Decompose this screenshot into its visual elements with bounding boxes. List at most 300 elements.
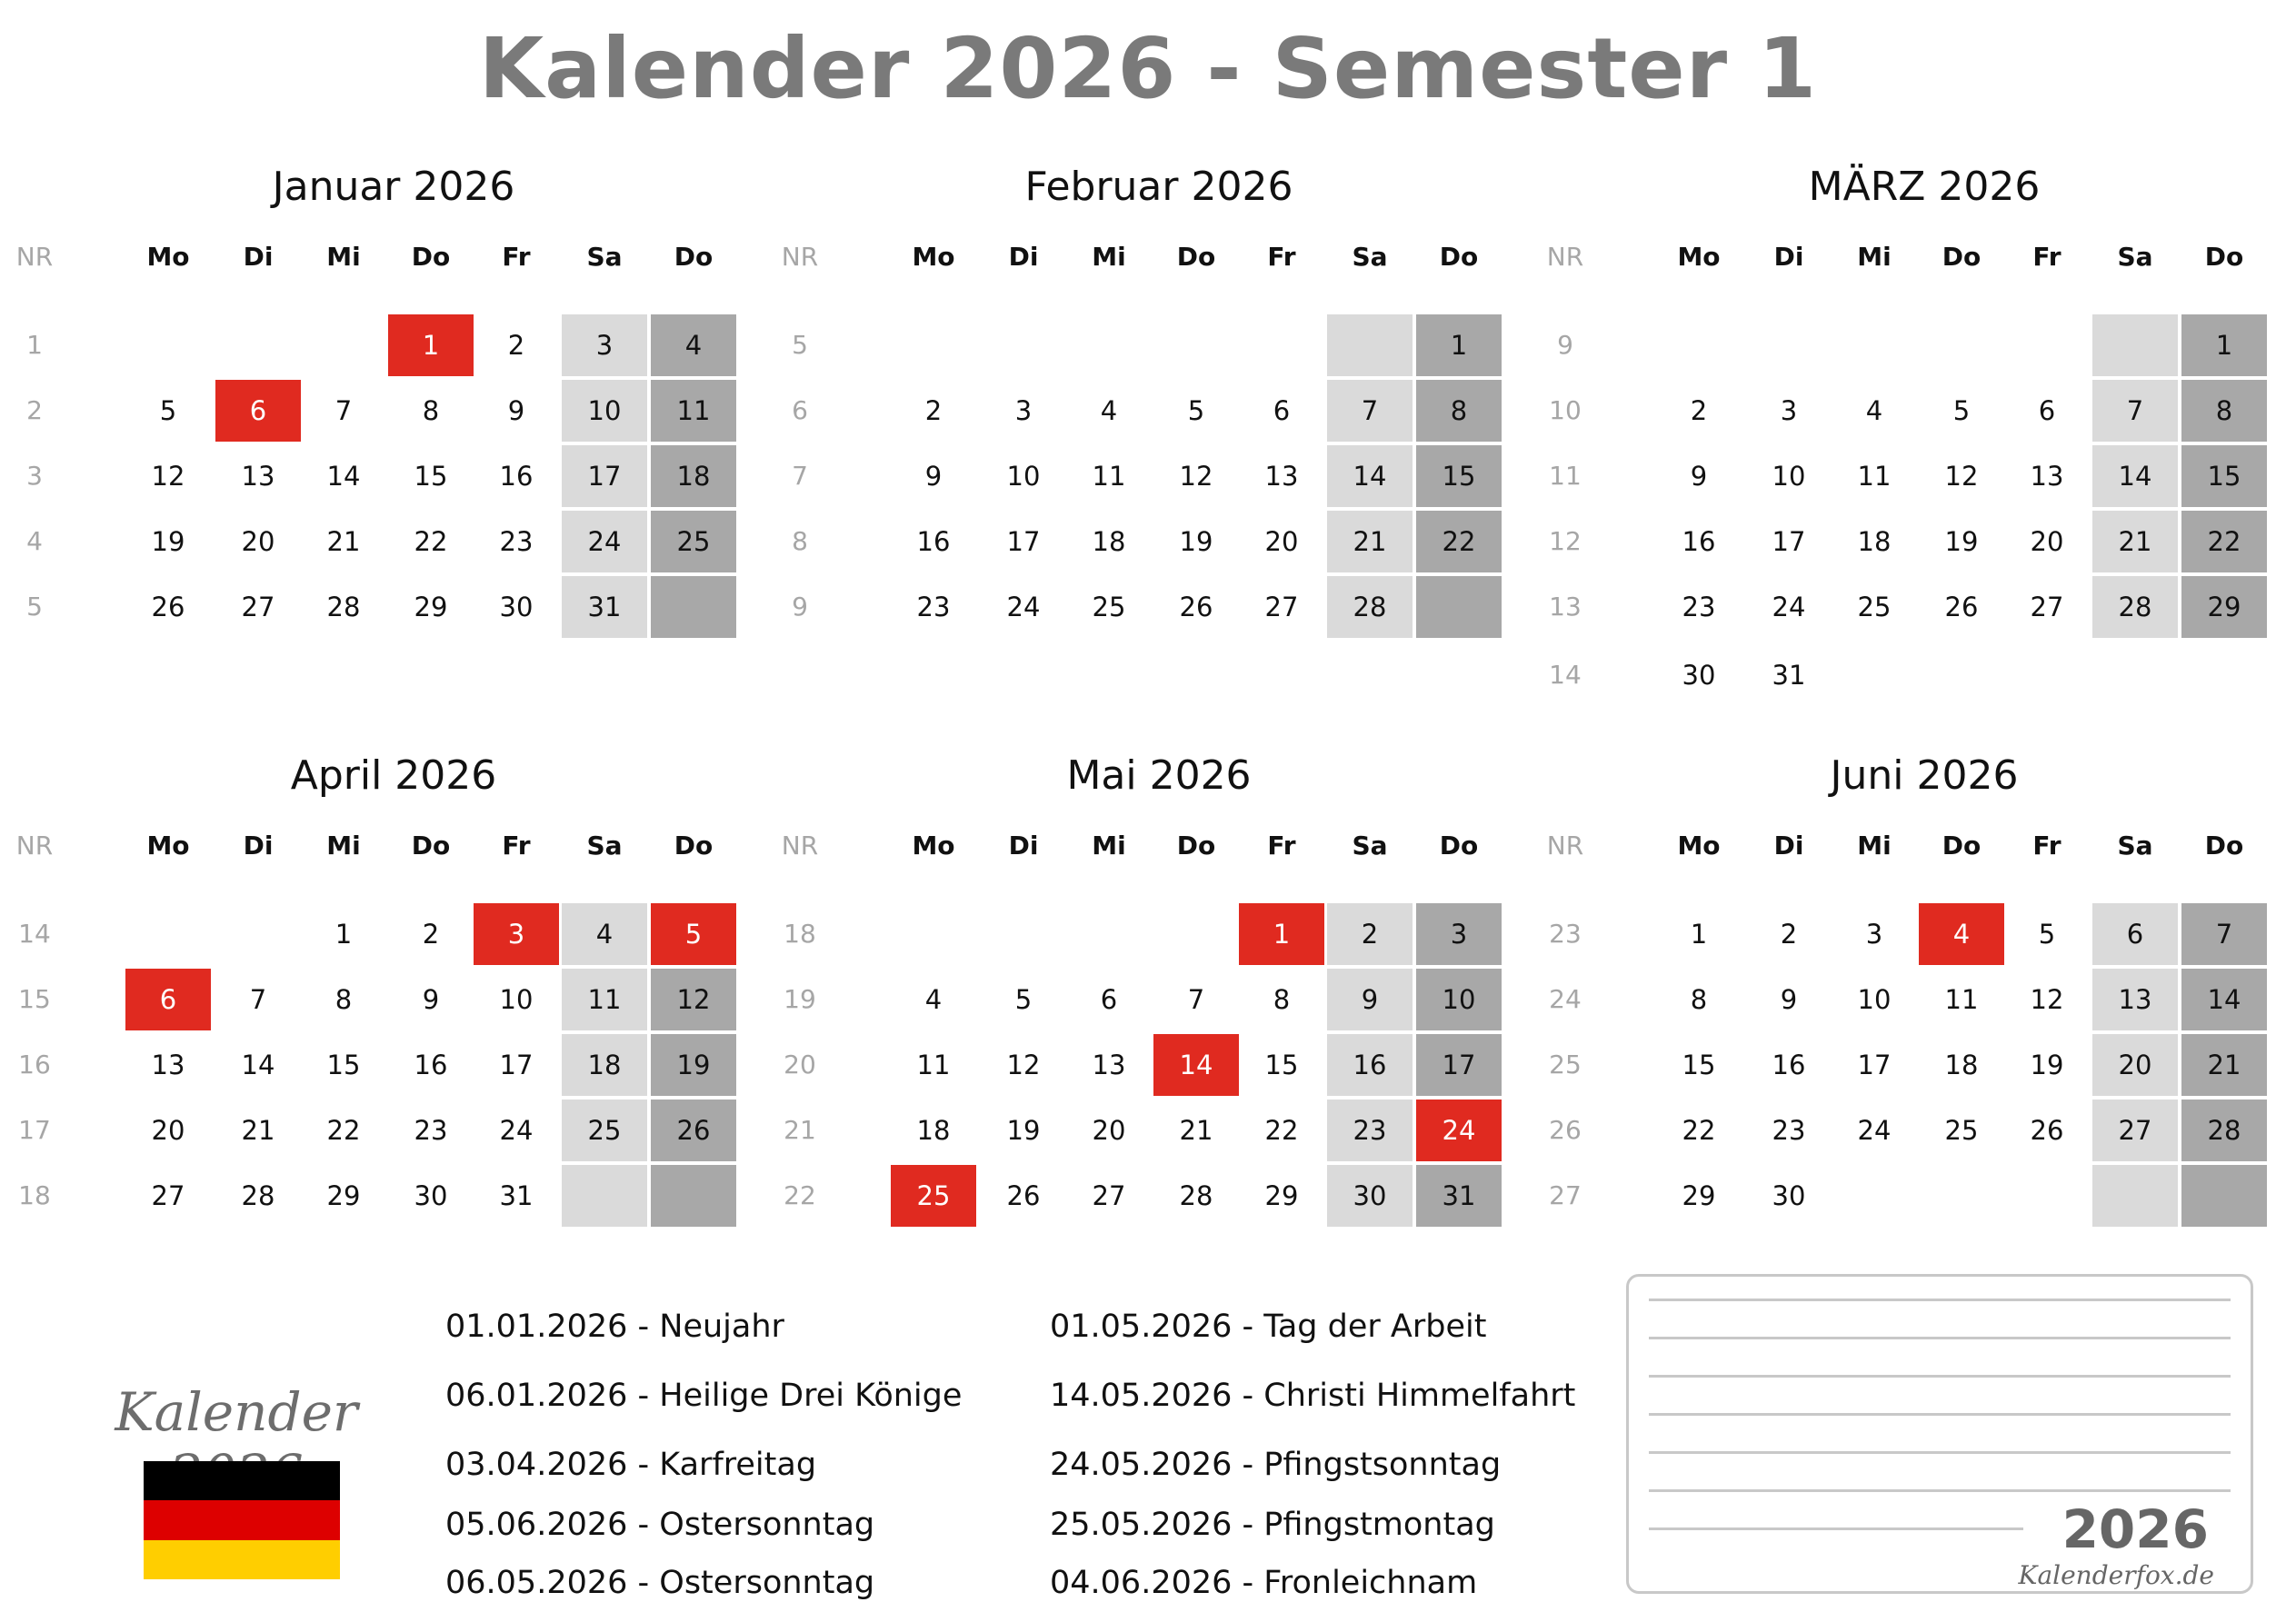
day-cell: 15: [2181, 445, 2267, 507]
day-cell: 26: [1944, 592, 1979, 622]
week-number: 4: [26, 526, 43, 556]
holiday-day-cell: 25: [891, 1165, 976, 1227]
month-title: Mai 2026: [1066, 752, 1252, 799]
day-cell: 12: [1006, 1050, 1041, 1080]
weekday-header: Do: [1176, 242, 1216, 272]
weekday-header: Mo: [1677, 831, 1721, 861]
day-cell: 31: [499, 1180, 534, 1211]
day-cell: 2: [1327, 903, 1413, 965]
flag-stripe-red: [144, 1500, 340, 1539]
week-number-header: NR: [1546, 242, 1584, 272]
page-title: Kalender 2026 - Semester 1: [478, 20, 1818, 117]
day-cell: 18: [1092, 526, 1126, 557]
day-cell: 22: [414, 526, 448, 557]
day-cell: 10: [499, 984, 534, 1015]
month-title: April 2026: [290, 752, 497, 799]
week-number: 23: [1549, 919, 1582, 949]
weekday-header: Di: [1008, 831, 1039, 861]
day-cell: 10: [1772, 461, 1806, 492]
month-calendar: [15, 752, 753, 1243]
day-cell: 26: [2030, 1115, 2064, 1146]
day-cell: 5: [1014, 984, 1033, 1015]
day-cell: 26: [151, 592, 185, 622]
day-cell: 9: [1327, 969, 1413, 1030]
day-cell: 28: [2181, 1100, 2267, 1161]
weekday-header: Mi: [1092, 831, 1126, 861]
month-title: Juni 2026: [1830, 752, 2019, 799]
week-number: 27: [1549, 1180, 1582, 1210]
week-number: 20: [784, 1050, 816, 1080]
weekday-header: Fr: [1267, 242, 1296, 272]
day-cell: 2: [1780, 919, 1798, 950]
day-cell: 18: [916, 1115, 951, 1146]
weekday-header: Do: [1439, 831, 1479, 861]
brand-script-logo: Kalender: [115, 1381, 358, 1443]
day-cell: 12: [2030, 984, 2064, 1015]
weekday-header: Do: [674, 831, 714, 861]
day-cell: 9: [924, 461, 943, 492]
empty-day-cell: [562, 1165, 647, 1227]
day-cell: 13: [2030, 461, 2064, 492]
note-line: [1649, 1489, 2231, 1492]
week-number: 11: [1549, 461, 1582, 491]
day-cell: 25: [1092, 592, 1126, 622]
month-calendar: [1546, 752, 2283, 1243]
weekday-header: Do: [1176, 831, 1216, 861]
day-cell: 24: [1857, 1115, 1892, 1146]
day-cell: 30: [1327, 1165, 1413, 1227]
day-cell: 25: [562, 1100, 647, 1161]
holiday-day-cell: 5: [651, 903, 736, 965]
day-cell: 29: [1264, 1180, 1299, 1211]
day-cell: 9: [507, 395, 525, 426]
flag-stripe-black: [144, 1461, 340, 1500]
week-number: 8: [792, 526, 808, 556]
day-cell: 23: [499, 526, 534, 557]
day-cell: 27: [1264, 592, 1299, 622]
day-cell: 23: [1327, 1100, 1413, 1161]
day-cell: 23: [1682, 592, 1716, 622]
weekday-header: Mi: [1092, 242, 1126, 272]
day-cell: 4: [1865, 395, 1883, 426]
german-flag-icon: [144, 1461, 340, 1579]
note-line: [1649, 1527, 2023, 1530]
holiday-entry: 06.01.2026 - Heilige Drei Könige: [445, 1378, 963, 1414]
weekday-header: Di: [243, 831, 274, 861]
day-cell: 14: [326, 461, 361, 492]
day-cell: 6: [2092, 903, 2178, 965]
weekday-header: Do: [2204, 831, 2244, 861]
month-title: Februar 2026: [1024, 164, 1293, 210]
notes-year: 2026: [2061, 1498, 2209, 1560]
day-cell: 7: [2181, 903, 2267, 965]
day-cell: 20: [2092, 1034, 2178, 1096]
week-number: 13: [1549, 592, 1582, 622]
day-cell: 8: [1416, 380, 1502, 442]
notes-box: [1626, 1274, 2253, 1594]
day-cell: 4: [562, 903, 647, 965]
day-cell: 22: [326, 1115, 361, 1146]
day-cell: 26: [1006, 1180, 1041, 1211]
day-cell: 6: [1273, 395, 1291, 426]
weekday-header: Fr: [1267, 831, 1296, 861]
holiday-entry: 24.05.2026 - Pfingstsonntag: [1050, 1447, 1502, 1483]
day-cell: 28: [1179, 1180, 1213, 1211]
day-cell: 14: [2092, 445, 2178, 507]
day-cell: 11: [1944, 984, 1979, 1015]
day-cell: 21: [326, 526, 361, 557]
day-cell: 16: [916, 526, 951, 557]
day-cell: 30: [1772, 1180, 1806, 1211]
month-calendar: [15, 164, 753, 654]
day-cell: 31: [1772, 660, 1806, 691]
note-line: [1649, 1337, 2231, 1339]
day-cell: 23: [916, 592, 951, 622]
weekday-header: Do: [1942, 242, 1982, 272]
flag-stripe-gold: [144, 1540, 340, 1579]
day-cell: 30: [1682, 660, 1716, 691]
week-number: 16: [18, 1050, 51, 1080]
weekday-header: Do: [1439, 242, 1479, 272]
day-cell: 28: [326, 592, 361, 622]
week-number: 14: [18, 919, 51, 949]
day-cell: 19: [1179, 526, 1213, 557]
day-cell: 11: [1092, 461, 1126, 492]
weekday-header: Do: [411, 242, 451, 272]
month-calendar: [1546, 164, 2283, 709]
day-cell: 14: [1327, 445, 1413, 507]
day-cell: 12: [651, 969, 736, 1030]
day-cell: 3: [1014, 395, 1033, 426]
day-cell: 3: [1865, 919, 1883, 950]
note-line: [1649, 1375, 2231, 1378]
day-cell: 14: [2181, 969, 2267, 1030]
day-cell: 16: [1682, 526, 1716, 557]
holiday-day-cell: 3: [474, 903, 559, 965]
weekday-header: Mo: [146, 242, 190, 272]
month-calendar: [781, 164, 1518, 654]
day-cell: 7: [334, 395, 353, 426]
day-cell: 4: [924, 984, 943, 1015]
weekday-header: Fr: [2032, 242, 2061, 272]
day-cell: 18: [651, 445, 736, 507]
week-number: 17: [18, 1115, 51, 1145]
week-number: 9: [1557, 330, 1573, 360]
day-cell: 21: [1179, 1115, 1213, 1146]
weekday-header: Sa: [1352, 831, 1388, 861]
week-number: 18: [784, 919, 816, 949]
weekday-header: Di: [1008, 242, 1039, 272]
week-number: 24: [1549, 984, 1582, 1014]
week-number-header: NR: [15, 831, 54, 861]
day-cell: 18: [1857, 526, 1892, 557]
day-cell: 27: [2092, 1100, 2178, 1161]
day-cell: 17: [1772, 526, 1806, 557]
day-cell: 9: [422, 984, 440, 1015]
day-cell: 28: [1327, 576, 1413, 638]
day-cell: 7: [2092, 380, 2178, 442]
day-cell: 21: [1327, 511, 1413, 572]
day-cell: 21: [2092, 511, 2178, 572]
week-number: 10: [1549, 395, 1582, 425]
day-cell: 17: [1857, 1050, 1892, 1080]
day-cell: 20: [241, 526, 275, 557]
day-cell: 17: [562, 445, 647, 507]
day-cell: 10: [1857, 984, 1892, 1015]
empty-day-cell: [2181, 1165, 2267, 1227]
day-cell: 7: [1187, 984, 1205, 1015]
day-cell: 9: [1780, 984, 1798, 1015]
day-cell: 2: [422, 919, 440, 950]
weekday-header: Mi: [1857, 831, 1892, 861]
day-cell: 30: [499, 592, 534, 622]
week-number: 1: [26, 330, 43, 360]
day-cell: 16: [1772, 1050, 1806, 1080]
day-cell: 12: [1179, 461, 1213, 492]
day-cell: 6: [2038, 395, 2056, 426]
holiday-day-cell: 1: [1239, 903, 1324, 965]
day-cell: 8: [1690, 984, 1708, 1015]
day-cell: 9: [1690, 461, 1708, 492]
week-number: 5: [792, 330, 808, 360]
weekday-header: Mo: [1677, 242, 1721, 272]
day-cell: 5: [159, 395, 177, 426]
day-cell: 1: [1690, 919, 1708, 950]
day-cell: 26: [651, 1100, 736, 1161]
holiday-entry: 25.05.2026 - Pfingstmontag: [1050, 1507, 1495, 1543]
day-cell: 31: [562, 576, 647, 638]
weekday-header: Mo: [912, 242, 955, 272]
day-cell: 1: [2181, 314, 2267, 376]
week-number: 26: [1549, 1115, 1582, 1145]
day-cell: 19: [2030, 1050, 2064, 1080]
holiday-entry: 01.01.2026 - Neujahr: [445, 1309, 784, 1345]
weekday-header: Sa: [586, 242, 623, 272]
note-line: [1649, 1299, 2231, 1301]
month-title: Januar 2026: [272, 164, 515, 210]
weekday-header: Do: [2204, 242, 2244, 272]
day-cell: 24: [499, 1115, 534, 1146]
day-cell: 19: [651, 1034, 736, 1096]
day-cell: 27: [2030, 592, 2064, 622]
weekday-header: Sa: [586, 831, 623, 861]
day-cell: 15: [1264, 1050, 1299, 1080]
day-cell: 29: [1682, 1180, 1716, 1211]
day-cell: 25: [1944, 1115, 1979, 1146]
day-cell: 8: [1273, 984, 1291, 1015]
week-number: 7: [792, 461, 808, 491]
day-cell: 11: [562, 969, 647, 1030]
day-cell: 13: [1264, 461, 1299, 492]
week-number: 15: [18, 984, 51, 1014]
notes-site-logo: Kalenderfox.de: [2018, 1560, 2214, 1590]
day-cell: 16: [414, 1050, 448, 1080]
day-cell: 25: [1857, 592, 1892, 622]
day-cell: 29: [326, 1180, 361, 1211]
day-cell: 13: [151, 1050, 185, 1080]
day-cell: 19: [1944, 526, 1979, 557]
day-cell: 8: [334, 984, 353, 1015]
day-cell: 18: [1944, 1050, 1979, 1080]
day-cell: 17: [1006, 526, 1041, 557]
day-cell: 10: [562, 380, 647, 442]
holiday-day-cell: 6: [215, 380, 301, 442]
week-number-header: NR: [781, 831, 819, 861]
day-cell: 29: [2181, 576, 2267, 638]
week-number: 22: [784, 1180, 816, 1210]
day-cell: 2: [924, 395, 943, 426]
day-cell: 19: [1006, 1115, 1041, 1146]
weekday-header: Mi: [326, 831, 361, 861]
day-cell: 16: [1327, 1034, 1413, 1096]
day-cell: 22: [1682, 1115, 1716, 1146]
day-cell: 28: [241, 1180, 275, 1211]
day-cell: 18: [562, 1034, 647, 1096]
week-number: 6: [792, 395, 808, 425]
empty-day-cell: [2092, 1165, 2178, 1227]
day-cell: 27: [241, 592, 275, 622]
weekday-header: Di: [1773, 242, 1804, 272]
day-cell: 30: [414, 1180, 448, 1211]
day-cell: 5: [1187, 395, 1205, 426]
day-cell: 31: [1416, 1165, 1502, 1227]
week-number: 21: [784, 1115, 816, 1145]
day-cell: 22: [2181, 511, 2267, 572]
day-cell: 17: [1416, 1034, 1502, 1096]
day-cell: 19: [151, 526, 185, 557]
weekday-header: Sa: [2117, 242, 2153, 272]
weekday-header: Fr: [502, 831, 531, 861]
empty-day-cell: [651, 576, 736, 638]
note-line: [1649, 1451, 2231, 1454]
day-cell: 5: [2038, 919, 2056, 950]
holiday-entry: 01.05.2026 - Tag der Arbeit: [1050, 1309, 1487, 1345]
day-cell: 12: [151, 461, 185, 492]
weekday-header: Fr: [2032, 831, 2061, 861]
week-number: 3: [26, 461, 43, 491]
empty-day-cell: [1416, 576, 1502, 638]
day-cell: 6: [1100, 984, 1118, 1015]
week-number: 18: [18, 1180, 51, 1210]
week-number: 14: [1549, 660, 1582, 690]
day-cell: 24: [562, 511, 647, 572]
holiday-list-left: [445, 1309, 1027, 1599]
day-cell: 13: [1092, 1050, 1126, 1080]
day-cell: 15: [414, 461, 448, 492]
day-cell: 15: [326, 1050, 361, 1080]
day-cell: 28: [2092, 576, 2178, 638]
day-cell: 3: [1416, 903, 1502, 965]
week-number: 5: [26, 592, 43, 622]
holiday-day-cell: 1: [388, 314, 474, 376]
day-cell: 7: [249, 984, 267, 1015]
week-number-header: NR: [781, 242, 819, 272]
day-cell: 14: [241, 1050, 275, 1080]
day-cell: 27: [151, 1180, 185, 1211]
day-cell: 7: [1327, 380, 1413, 442]
day-cell: 2: [1690, 395, 1708, 426]
empty-day-cell: [2092, 314, 2178, 376]
day-cell: 13: [241, 461, 275, 492]
holiday-entry: 05.06.2026 - Ostersonntag: [445, 1507, 875, 1543]
day-cell: 24: [1772, 592, 1806, 622]
day-cell: 1: [1416, 314, 1502, 376]
week-number: 9: [792, 592, 808, 622]
day-cell: 11: [651, 380, 736, 442]
day-cell: 24: [1006, 592, 1041, 622]
day-cell: 23: [1772, 1115, 1806, 1146]
week-number: 12: [1549, 526, 1582, 556]
weekday-header: Do: [674, 242, 714, 272]
day-cell: 3: [1780, 395, 1798, 426]
weekday-header: Mi: [1857, 242, 1892, 272]
holiday-day-cell: 14: [1153, 1034, 1239, 1096]
weekday-header: Sa: [2117, 831, 2153, 861]
holiday-list-right: [1050, 1309, 1613, 1599]
weekday-header: Mo: [146, 831, 190, 861]
weekday-header: Mo: [912, 831, 955, 861]
month-title: MÄRZ 2026: [1808, 164, 2041, 210]
holiday-entry: 03.04.2026 - Karfreitag: [445, 1447, 817, 1483]
weekday-header: Di: [1773, 831, 1804, 861]
week-number: 19: [784, 984, 816, 1014]
day-cell: 23: [414, 1115, 448, 1146]
day-cell: 11: [1857, 461, 1892, 492]
holiday-day-cell: 4: [1919, 903, 2004, 965]
weekday-header: Do: [1942, 831, 1982, 861]
day-cell: 20: [1092, 1115, 1126, 1146]
holiday-entry: 14.05.2026 - Christi Himmelfahrt: [1050, 1378, 1576, 1414]
day-cell: 17: [499, 1050, 534, 1080]
day-cell: 15: [1416, 445, 1502, 507]
note-line: [1649, 1413, 2231, 1416]
day-cell: 20: [1264, 526, 1299, 557]
empty-day-cell: [1327, 314, 1413, 376]
day-cell: 13: [2092, 969, 2178, 1030]
holiday-entry: 04.06.2026 - Fronleichnam: [1050, 1565, 1478, 1601]
holiday-entry: 06.05.2026 - Ostersonntag: [445, 1565, 875, 1601]
month-calendar: [781, 752, 1518, 1243]
day-cell: 29: [414, 592, 448, 622]
day-cell: 15: [1682, 1050, 1716, 1080]
week-number: 2: [26, 395, 43, 425]
day-cell: 3: [562, 314, 647, 376]
day-cell: 12: [1944, 461, 1979, 492]
holiday-day-cell: 6: [125, 969, 211, 1030]
day-cell: 22: [1416, 511, 1502, 572]
day-cell: 20: [151, 1115, 185, 1146]
day-cell: 21: [241, 1115, 275, 1146]
weekday-header: Sa: [1352, 242, 1388, 272]
day-cell: 4: [651, 314, 736, 376]
week-number: 25: [1549, 1050, 1582, 1080]
day-cell: 26: [1179, 592, 1213, 622]
day-cell: 2: [507, 330, 525, 361]
day-cell: 8: [422, 395, 440, 426]
day-cell: 27: [1092, 1180, 1126, 1211]
day-cell: 25: [651, 511, 736, 572]
day-cell: 10: [1416, 969, 1502, 1030]
weekday-header: Fr: [502, 242, 531, 272]
day-cell: 8: [2181, 380, 2267, 442]
empty-day-cell: [651, 1165, 736, 1227]
day-cell: 16: [499, 461, 534, 492]
week-number-header: NR: [1546, 831, 1584, 861]
day-cell: 5: [1952, 395, 1971, 426]
day-cell: 1: [334, 919, 353, 950]
day-cell: 11: [916, 1050, 951, 1080]
holiday-day-cell: 24: [1416, 1100, 1502, 1161]
